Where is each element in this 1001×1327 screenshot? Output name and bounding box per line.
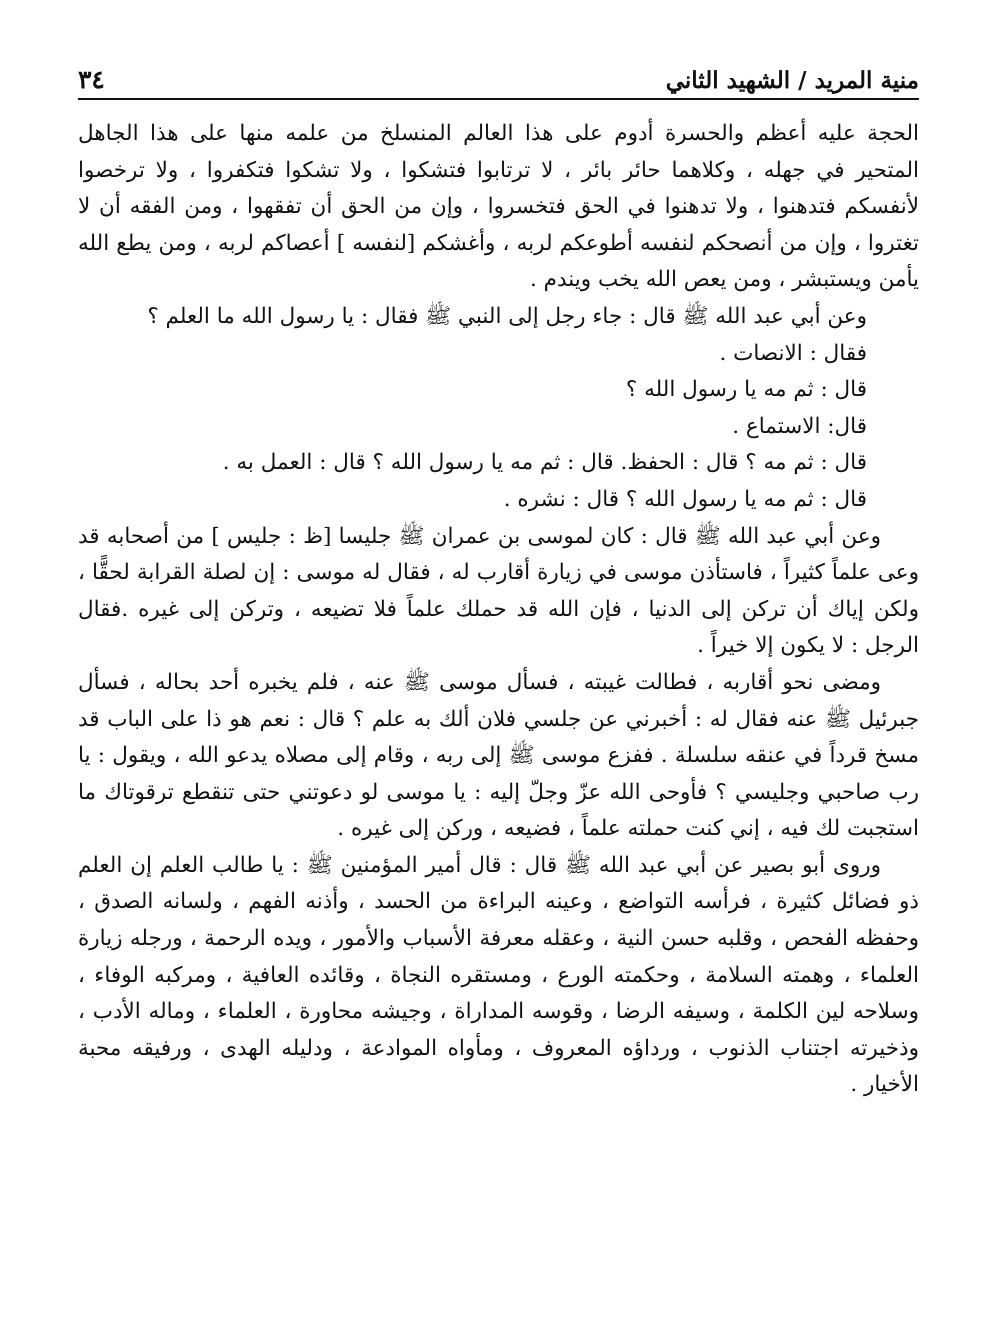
dialog-line: قال: الاستماع . [732, 413, 867, 439]
dialog-line: قال : ثم مه ؟ قال : الحفظ. قال : ثم مه يا رسول الله ؟ قال : العمل به . [222, 450, 867, 476]
paragraph: وروى أبو بصير عن أبي عبد الله ﷺ قال : قال أمير المؤمنين ﷺ : يا طالب العلم إن العلم ذو فضائل كثيرة ، فرأسه التواضع ، وعينه البراءة من الحسد ، وأذنه الفهم ، ولسانه الصدق ، وحفظه الفحص ، وقلبه حسن النية ، وعقله معرفة الأسباب والأمور ، ويده الرحمة ، ورجله زيارة العلماء ، وهمته السلامة ، وحكمته الورع ، ومستقره النجاة ، وقائده العافية ، ومركبه الوفاء ، وسلاحه لين الكلمة ، وسيفه الرضا ، وقوسه المداراة ، وجيشه محاورة ، العلماء ، وماله الأدب ، وذخيرته اجتناب الذنوب ، ورداؤه المعروف ، ومأواه الموادعة ، ودليله الهدى ، ورفيقه محبة الأخيار . [78, 852, 919, 1098]
running-header [78, 56, 919, 100]
paragraph: ومضى نحو أقاربه ، فطالت غيبته ، فسأل موسى ﷺ عنه ، فلم يخبره أحد بحاله ، فسأل جبرئيل ﷺ عنه فقال له : أخبرني عن جلسي فلان ألك به علم ؟ قال : نعم هو ذا على الباب قد مسخ قرداً في عنقه سلسلة . ففزع موسى ﷺ إلى ربه ، وقام إلى مصلاه يدعو الله ، ويقول : يا رب صاحبي وجليسي ؟ فأوحى الله عزّ وجلّ إليه : يا موسى لو دعوتني حتى تنقطع ترقوتاك ما استجبت لك فيه ، إني كنت حملته علماً ، فضيعه ، وركن إلى غيره . [78, 669, 919, 842]
page-body [78, 116, 919, 1104]
dialog-line: وعن أبي عبد الله ﷺ قال : جاء رجل إلى النبي ﷺ فقال : يا رسول الله ما العلم ؟ [147, 303, 867, 329]
book-title: منية المريد / الشهيد الثاني [665, 67, 919, 94]
paragraph-continued: الحجة عليه أعظم والحسرة أدوم على هذا العالم المنسلخ من علمه منها على هذا الجاهل المتحير في جهله ، وكلاهما حائر بائر ، لا ترتابوا فتشكوا ، ولا تشكوا فتكفروا ، ولا ترخصوا لأنفسكم فتدهنوا ، ولا تدهنوا في الحق فتخسروا ، وإن من الحق أن تفقهوا ، ومن الفقه أن لا تغتروا ، وإن من أنصحكم لنفسه أطوعكم لربه ، وأغشكم [لنفسه ] أعصاكم لربه ، ومن يطع الله يأمن ويستبشر ، ومن يعص الله يخب ويندم . [78, 121, 919, 293]
dialog-line: قال : ثم مه يا رسول الله ؟ [625, 377, 867, 403]
page-number: ٣٤ [78, 65, 105, 94]
paragraph: وعن أبي عبد الله ﷺ قال : كان لموسى بن عمران ﷺ جليسا [ظ : جليس ] من أصحابه قد وعى علماً كثيراً ، فاستأذن موسى في زيارة أقارب له ، فقال له موسى : إن لصلة القرابة لحقًّا ، ولكن إياك أن تركن إلى الدنيا ، فإن الله قد حملك علماً فلا تضيعه ، وتركن إلى غيره .فقال الرجل : لا يكون إلا خيراً . [78, 523, 919, 659]
dialog-line: قال : ثم مه يا رسول الله ؟ قال : نشره . [503, 486, 867, 512]
dialog-line: فقال : الانصات . [719, 340, 867, 366]
